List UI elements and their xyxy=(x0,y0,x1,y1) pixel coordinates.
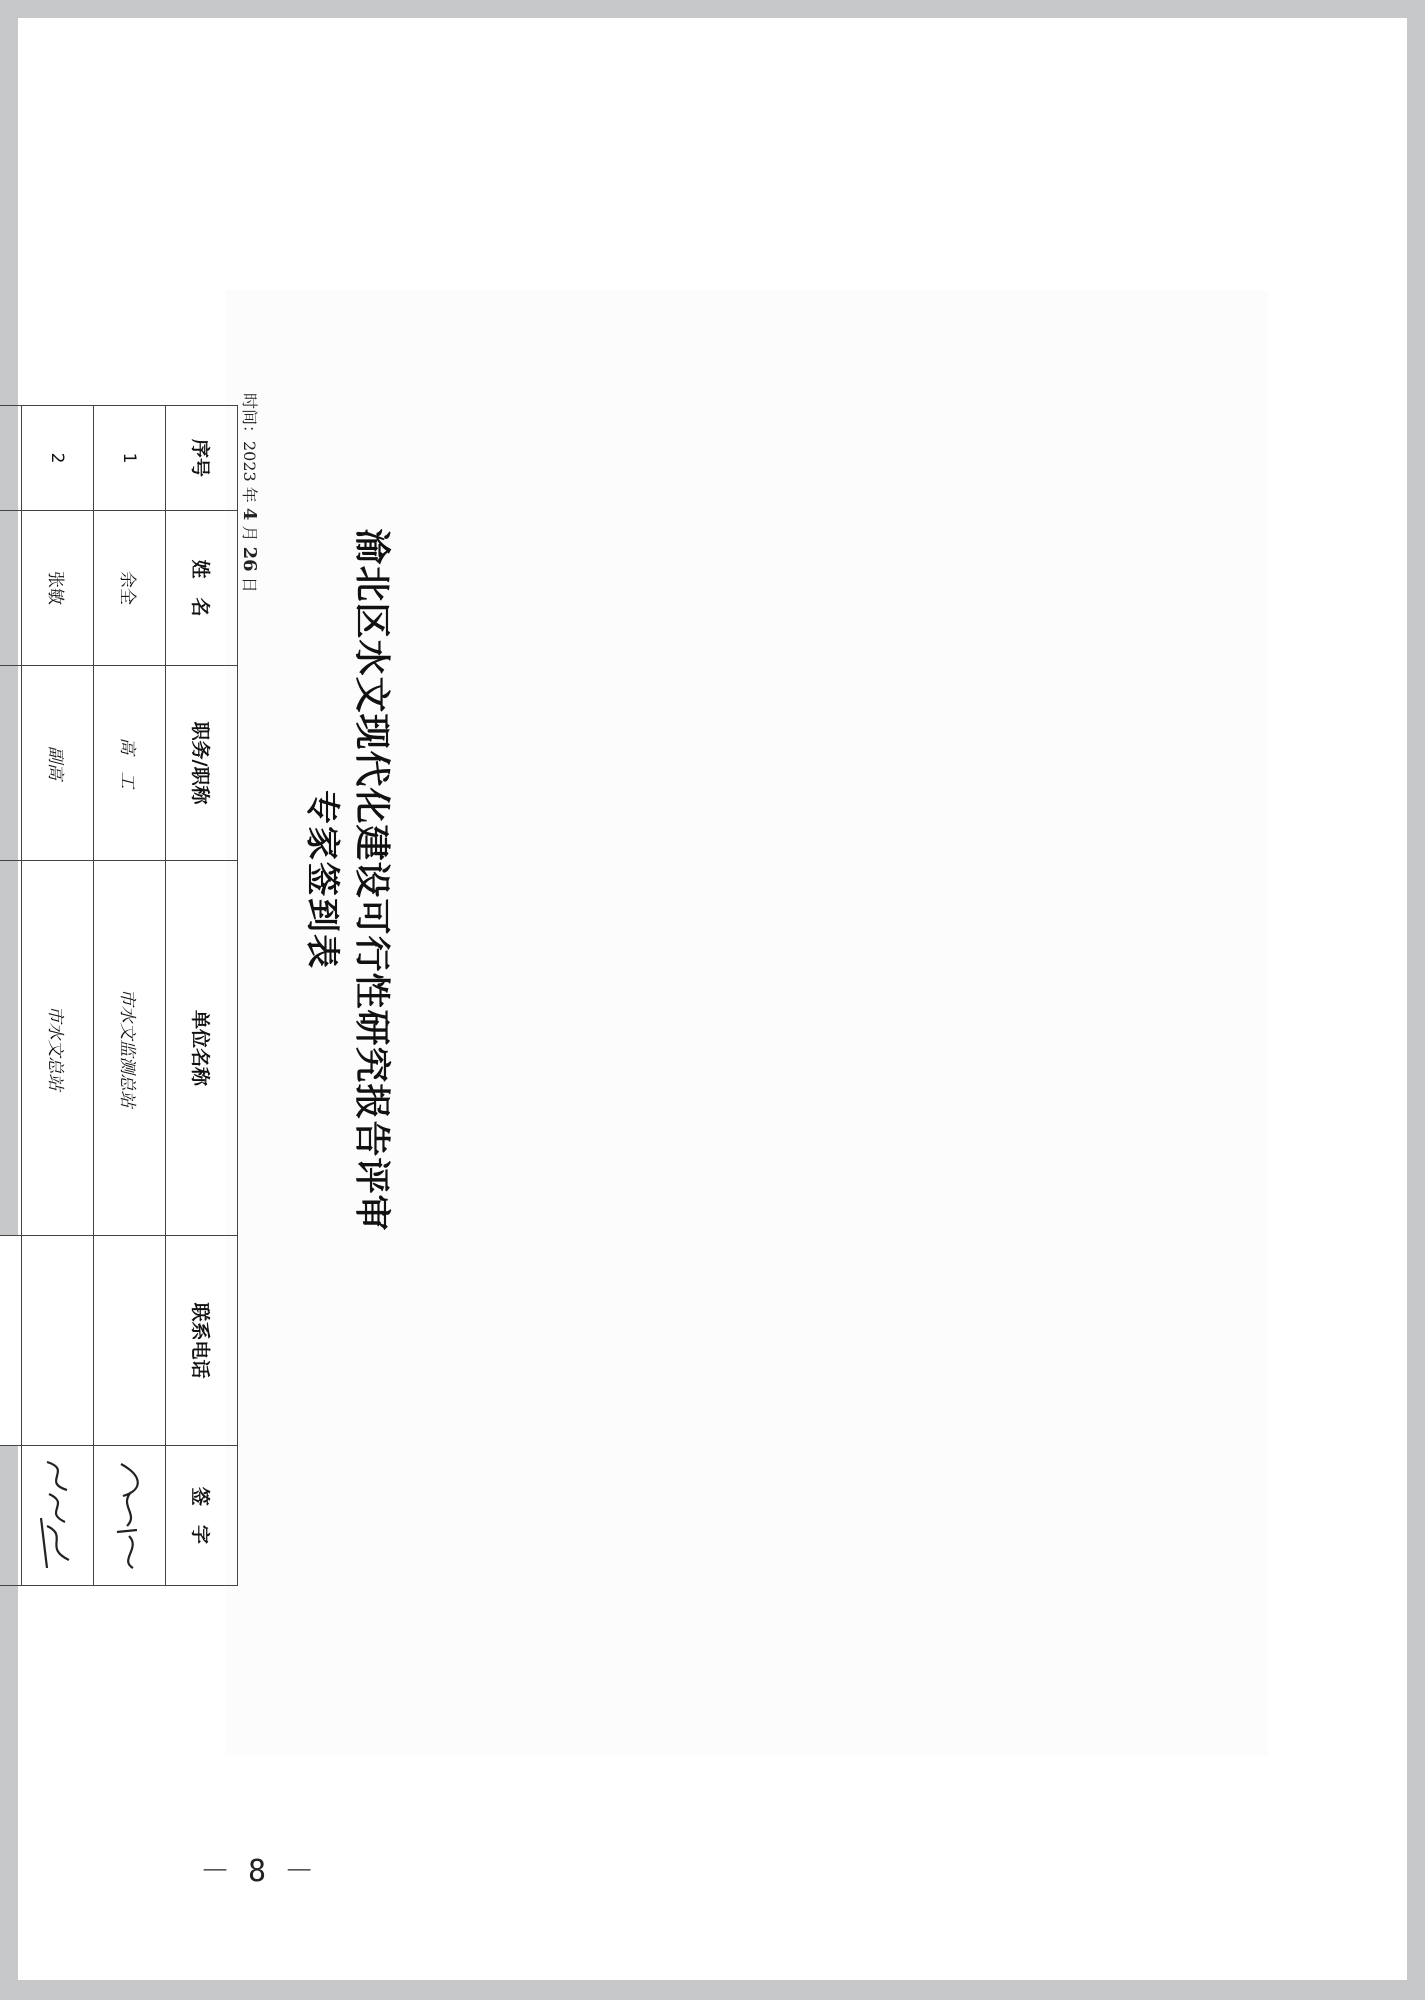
row-signature xyxy=(22,1446,94,1586)
row-no: 2 xyxy=(22,406,94,511)
row-phone xyxy=(22,1236,94,1446)
row-unit xyxy=(0,861,22,1236)
handwritten-signature xyxy=(110,1456,150,1576)
sign-in-table xyxy=(0,405,238,1586)
header-title: 职务/职称 xyxy=(166,666,238,861)
form-title: 渝北区水文现代化建设可行性研究报告评审 xyxy=(351,528,393,1232)
row-title: 副高 xyxy=(22,666,94,861)
header-name: 姓 名 xyxy=(166,511,238,666)
header-unit: 单位名称 xyxy=(166,861,238,1236)
page-number: － 8 － xyxy=(200,1854,315,1889)
table-row xyxy=(22,406,94,1586)
date-month-unit: 月 xyxy=(240,525,259,542)
table-row xyxy=(0,406,22,1586)
row-unit: 市水文总站 xyxy=(22,861,94,1236)
header-no: 序号 xyxy=(166,406,238,511)
header-signature: 签 字 xyxy=(166,1446,238,1586)
handwritten-signature xyxy=(0,1456,6,1576)
header-phone: 联系电话 xyxy=(166,1236,238,1446)
row-no xyxy=(0,406,22,511)
date-month: 4 xyxy=(239,507,260,521)
row-name: 张敏 xyxy=(22,511,94,666)
sign-date xyxy=(239,393,262,593)
date-day-unit: 日 xyxy=(240,576,259,593)
row-title xyxy=(0,666,22,861)
table-row xyxy=(94,406,166,1586)
form-subtitle: 专家签到表 xyxy=(302,790,342,970)
handwritten-signature xyxy=(38,1456,78,1576)
row-unit: 市水文监测总站 xyxy=(94,861,166,1236)
date-day: 26 xyxy=(239,546,260,572)
date-prefix: 时间：2023 年 xyxy=(240,393,259,503)
row-signature xyxy=(94,1446,166,1586)
row-title: 高 工 xyxy=(94,666,166,861)
table-header-row xyxy=(166,406,238,1586)
row-phone xyxy=(0,1236,22,1446)
row-name: 余全 xyxy=(94,511,166,666)
row-name xyxy=(0,511,22,666)
rotated-form xyxy=(0,280,580,1544)
row-no: 1 xyxy=(94,406,166,511)
row-signature xyxy=(0,1446,22,1586)
row-phone xyxy=(94,1236,166,1446)
